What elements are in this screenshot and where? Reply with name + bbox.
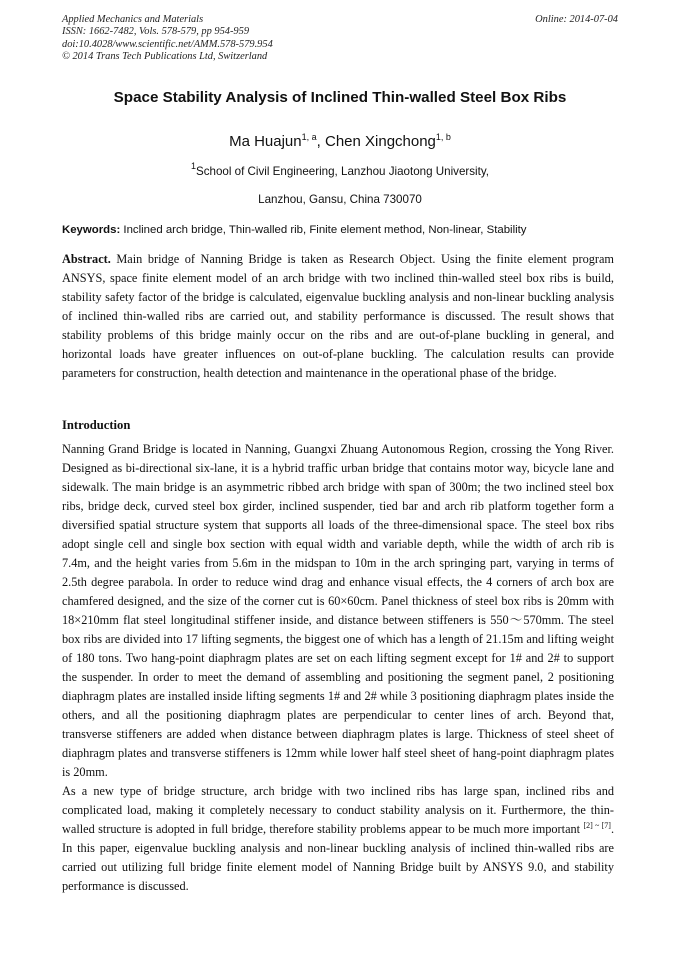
doi-line: doi:10.4028/www.scientific.net/AMM.578-579.954 (62, 38, 273, 50)
intro-paragraph-1: Nanning Grand Bridge is located in Nanning, Guangxi Zhuang Autonomous Region, crossing the Yong River. Designed as bi-directional six-lane, it is a hybrid traffic urban bridge that contains motor way, bicycle lane and sidewalk. The main bridge is an asymmetric ribbed arch bridge with span of 300m; the two inclined steel box ribs, bridge deck, curved steel box girder, inclined suspender, tied bar and arch rib platform together form a diversified spatial structure system that supports all loads of the three-dimensional space. The steel box ribs adopt single cell and single box section with equal width and variable depth, while the width of arch rib is 7.4m, and the height varies from 5.6m in the midspan to 10m in the arch springing part, varying in terms of 2.5th degree parabola. In order to reduce wind drag and enhance visual effects, the 4 corners of arch box are chamfered designed, and the size of the corner cut is 60×60cm. Panel thickness of steel box ribs is 20mm with 18×210mm flat steel longitudinal stiffener inside, and distance between stiffeners is 550～570mm. The steel box ribs are divided into 17 lifting segments, the biggest one of which has a length of 21.15m and lifting weight of 180 tons. Two hang-point diaphragm plates are set on each lifting segment except for 1# and 2# to support the suspender. In order to meet the demand of assembling and positioning the segment panel, 2 positioning diaphragm plates are installed inside lifting segments 1# and 2# while 3 positioning diaphragm plates inside the others, and all the positioning diaphragm plates are perpendicular to center lines of arch. Beyond that, transverse stiffeners are added when distance between diaphragm plates is large. Thickness of steel sheet of diaphragm plates and transverse stiffeners is 12mm while lower half steel sheet of hang-point diaphragm plates is 20mm. (62, 442, 614, 779)
intro-paragraph-2-text-end: . In this paper, eigenvalue buckling analysis and non-linear buckling analysis of inclined thin-walled ribs are carried out utilizing full bridge finite element model of Nanning Bridge built by ANSYS 9.0, and stability performance is discussed. (62, 822, 615, 893)
citation-reference: [2] ~ [7] (583, 821, 611, 830)
author-affiliation-mark: 1, a (301, 132, 317, 142)
author-affiliation-mark: 1, b (435, 132, 451, 142)
section-heading-introduction: Introduction (62, 418, 131, 432)
abstract (62, 250, 614, 383)
author-name: Ma Huajun (229, 133, 302, 150)
journal-name: Applied Mechanics and Materials (62, 14, 204, 25)
copyright-line: © 2014 Trans Tech Publications Ltd, Switzerland (62, 51, 268, 63)
online-date: Online: 2014-07-04 (535, 14, 618, 25)
affiliation-mark: 1 (190, 161, 196, 171)
author-line (62, 133, 618, 150)
abstract-label: Abstract. (62, 252, 111, 266)
keywords (62, 224, 618, 236)
affiliation-line-2: Lanzhou, Gansu, China 730070 (258, 193, 422, 206)
paper-title: Space Stability Analysis of Inclined Thin-walled Steel Box Ribs (113, 89, 567, 106)
author-separator: , (316, 133, 325, 150)
intro-paragraph-2 (62, 782, 614, 896)
intro-paragraph-2-text: As a new type of bridge structure, arch bridge with two inclined ribs has large span, inclined ribs and complicated load, making it completely necessary to conduct stability analysis on it. Furthermore, the thin-walled structure is adopted in full bridge, therefore stability problems appear to be much more important (62, 784, 614, 836)
journal-header (62, 14, 618, 64)
keywords-text: Inclined arch bridge, Thin-walled rib, Finite element method, Non-linear, Stability (120, 224, 527, 236)
affiliation-text: School of Civil Engineering, Lanzhou Jiaotong University, (196, 165, 490, 178)
issn-line: ISSN: 1662-7482, Vols. 578-579, pp 954-959 (62, 26, 250, 38)
keywords-label: Keywords: (62, 224, 121, 236)
abstract-text: Main bridge of Nanning Bridge is taken as Research Object. Using the finite element program ANSYS, space finite element model of an arch bridge with two inclined thin-walled steel box ribs is build, stability safety factor of the bridge is calculated, eigenvalue buckling analysis and non-linear buckling analysis of inclined thin-walled ribs are carried out, and stability performance is discussed. The result shows that stability problems of this bridge mainly occur on the ribs and are out-of-plane buckling in general, and horizontal loads have greater influences on out-of-plane buckling. The calculation results can provide parameters for construction, health detection and maintenance in the operational phase of the bridge. (62, 252, 614, 380)
affiliation-line-1 (62, 161, 618, 178)
author-name: Chen Xingchong (324, 133, 436, 150)
introduction-body (62, 440, 614, 896)
